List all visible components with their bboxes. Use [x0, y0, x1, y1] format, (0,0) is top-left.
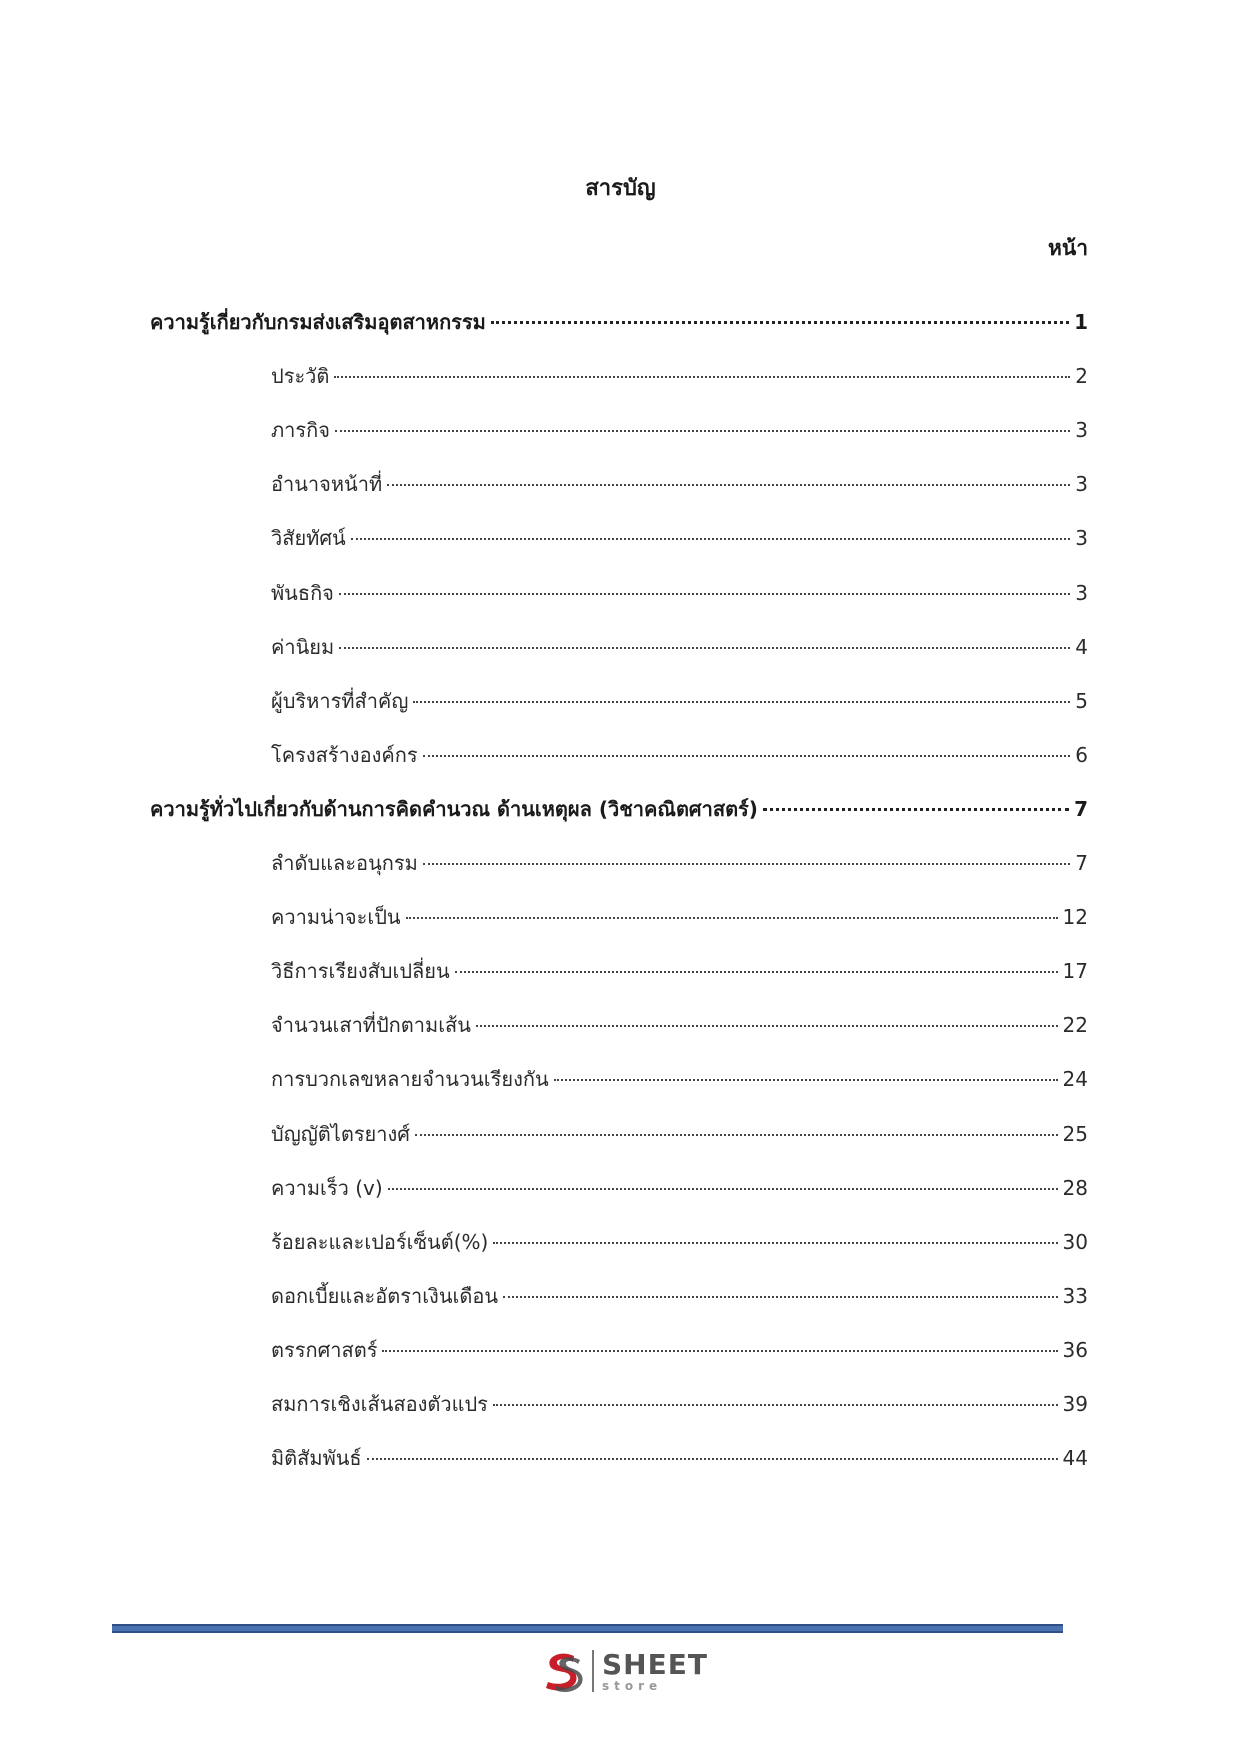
toc-entry-label: บัญญัติไตรยางศ์	[271, 1121, 410, 1146]
toc-item[interactable]	[150, 1172, 1088, 1202]
toc-entry-label: การบวกเลขหลายจำนวนเรียงกัน	[271, 1067, 549, 1092]
toc-item[interactable]	[150, 1009, 1088, 1039]
toc-entry-label: ภารกิจ	[271, 418, 330, 443]
toc-entry-label: ความน่าจะเป็น	[271, 905, 401, 930]
toc-item[interactable]	[150, 847, 1088, 877]
toc-entry-label: ความรู้ทั่วไปเกี่ยวกับด้านการคิดคำนวณ ด้านเหตุผล (วิชาคณิตศาสตร์)	[150, 796, 758, 821]
toc-entry-label: โครงสร้างองค์กร	[271, 742, 418, 767]
logo-sub-text: store	[602, 1678, 663, 1693]
dot-leader	[554, 1078, 1058, 1081]
toc-item[interactable]	[150, 901, 1088, 931]
toc-item[interactable]	[150, 577, 1088, 607]
page-title: สารบัญ	[585, 176, 656, 201]
dot-leader	[382, 1349, 1057, 1352]
toc-entry-label: พันธกิจ	[271, 580, 334, 605]
toc-item[interactable]	[150, 739, 1088, 769]
toc-entry-label: ตรรกศาสตร์	[271, 1337, 378, 1362]
toc-item[interactable]	[150, 1334, 1088, 1364]
toc-item[interactable]	[150, 685, 1088, 715]
toc-entry-label: ค่านิยม	[271, 634, 335, 659]
toc-entry-page: 2	[1075, 364, 1088, 389]
toc-entry-page: 5	[1075, 688, 1088, 713]
toc-item[interactable]	[150, 1280, 1088, 1310]
dot-leader	[423, 862, 1070, 865]
footer-logo	[540, 1648, 708, 1694]
dot-leader	[339, 592, 1070, 595]
toc-item[interactable]	[150, 1442, 1088, 1472]
dot-leader	[367, 1457, 1058, 1460]
dot-leader	[334, 375, 1070, 378]
toc-entry-label: ประวัติ	[271, 364, 330, 389]
footer-rule	[112, 1624, 1063, 1633]
toc-item[interactable]	[150, 1388, 1088, 1418]
toc-item[interactable]	[150, 1063, 1088, 1093]
toc-item[interactable]	[150, 468, 1088, 498]
toc-entry-page: 44	[1062, 1446, 1088, 1471]
logo-divider	[592, 1650, 594, 1692]
dot-leader	[503, 1295, 1058, 1298]
dot-leader	[476, 1024, 1058, 1027]
toc-entry-label: วิธีการเรียงสับเปลี่ยน	[271, 959, 450, 984]
toc-item[interactable]	[150, 360, 1088, 390]
toc-entry-label: อำนาจหน้าที่	[271, 472, 383, 497]
toc-entry-label: ความรู้เกี่ยวกับกรมส่งเสริมอุตสาหกรรม	[150, 310, 486, 334]
dot-leader	[415, 1133, 1058, 1136]
toc-entry-page: 39	[1062, 1392, 1088, 1416]
dot-leader	[351, 537, 1071, 540]
dot-leader	[455, 970, 1058, 973]
toc-entry-page: 7	[1075, 851, 1088, 875]
toc-entry-page: 6	[1075, 742, 1088, 767]
toc-entry-label: ผู้บริหารที่สำคัญ	[271, 688, 409, 713]
toc-entry-page: 3	[1075, 526, 1088, 551]
toc-entry-page: 3	[1075, 418, 1088, 443]
toc-entry-page: 12	[1062, 905, 1088, 930]
toc-entry-page: 1	[1074, 310, 1088, 334]
toc-entry-page: 36	[1062, 1337, 1088, 1362]
toc-item[interactable]	[150, 1118, 1088, 1148]
dot-leader	[406, 916, 1058, 919]
toc-entry-page: 24	[1062, 1067, 1088, 1092]
toc-entry-page: 30	[1062, 1229, 1088, 1254]
toc-entry-label: วิสัยทัศน์	[271, 526, 346, 551]
toc-entry-page: 22	[1062, 1013, 1088, 1038]
dot-leader	[388, 1187, 1058, 1190]
toc-item[interactable]	[150, 955, 1088, 985]
toc-item[interactable]	[150, 414, 1088, 444]
toc-entry-label: จำนวนเสาที่ปักตามเส้น	[271, 1013, 471, 1038]
dot-leader	[493, 1241, 1057, 1244]
toc-item[interactable]	[150, 631, 1088, 661]
toc-section[interactable]	[150, 306, 1088, 336]
toc-section[interactable]	[150, 793, 1088, 823]
toc-entry-page: 3	[1075, 472, 1088, 497]
dot-leader	[493, 1403, 1058, 1406]
toc-entry-page: 4	[1075, 634, 1088, 659]
toc-entry-label: มิติสัมพันธ์	[271, 1446, 362, 1471]
logo-main-text: SHEET	[602, 1647, 708, 1681]
page-column-header: หน้า	[1048, 236, 1088, 260]
toc-entry-label: ร้อยละและเปอร์เซ็นต์(%)	[271, 1229, 489, 1254]
dot-leader	[763, 807, 1069, 811]
toc-item[interactable]	[150, 1226, 1088, 1256]
toc-entry-page: 3	[1075, 580, 1088, 605]
toc-entry-page: 7	[1074, 796, 1088, 821]
logo-text	[602, 1647, 708, 1693]
dot-leader	[413, 700, 1070, 703]
toc-entry-page: 17	[1062, 959, 1088, 984]
dot-leader	[335, 429, 1070, 432]
dot-leader	[491, 320, 1069, 324]
dot-leader	[339, 646, 1070, 649]
toc-entry-label: ดอกเบี้ยและอัตราเงินเดือน	[271, 1283, 499, 1308]
dot-leader	[387, 483, 1070, 486]
toc-entry-label: สมการเชิงเส้นสองตัวแปร	[271, 1392, 488, 1416]
toc-entry-page: 25	[1062, 1121, 1088, 1146]
toc-entry-page: 28	[1062, 1175, 1088, 1200]
toc-entry-label: ลำดับและอนุกรม	[271, 851, 418, 875]
dot-leader	[423, 754, 1071, 757]
toc-entry-page: 33	[1062, 1283, 1088, 1308]
toc-item[interactable]	[150, 522, 1088, 552]
sheet-store-logo-icon	[540, 1648, 586, 1694]
toc-entry-label: ความเร็ว (v)	[271, 1175, 383, 1200]
